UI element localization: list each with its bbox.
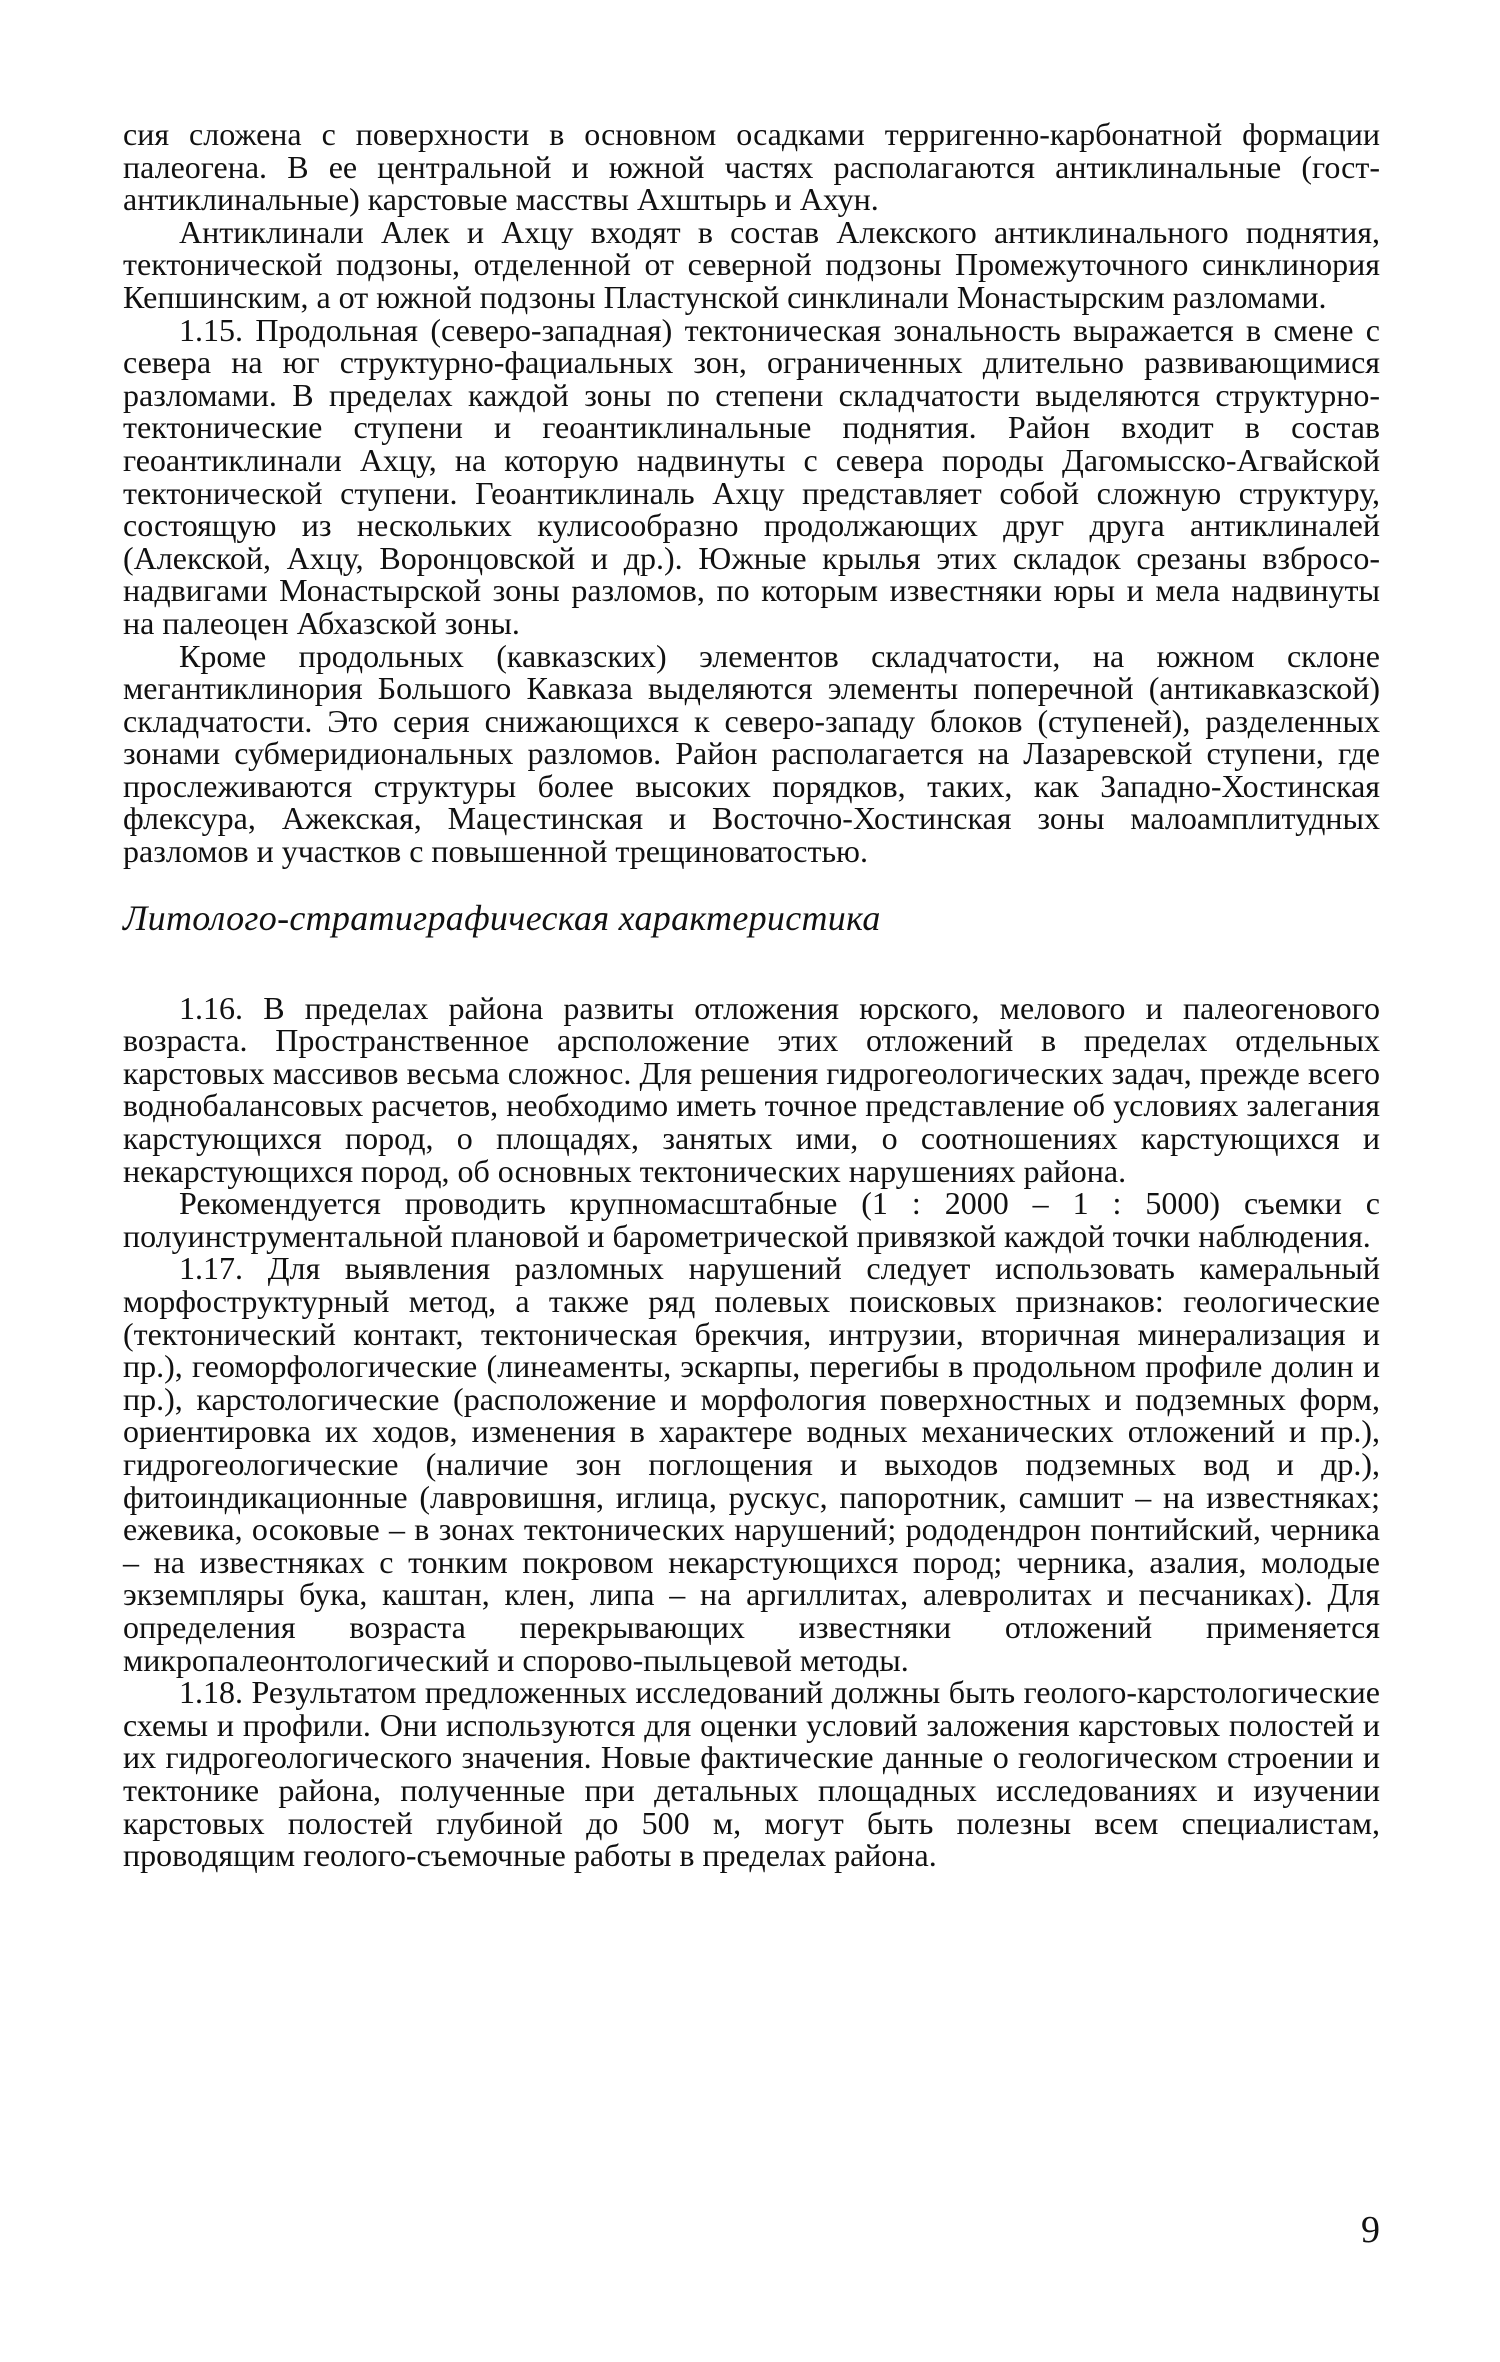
document-page bbox=[123, 118, 1380, 1872]
section-heading: Литолого-стратиграфическая характеристика bbox=[123, 897, 881, 938]
paragraph-survey-recommendation: Рекомендуется проводить крупномасштабные (1 : 2000 – 1 : 5000) съемки с полуинструментальной плановой и барометрической привязкой каждой точки наблюдения. bbox=[123, 1185, 1380, 1254]
paragraph-anticlines: Антиклинали Алек и Ахцу входят в состав Алекского антиклинального поднятия, тектонической подзоны, отделенной от северной подзоны Промежуточного синклинория Кепшинским, а от южной подзоны Пластунской синклинали Монастырским разломами. bbox=[123, 213, 1380, 315]
page-number: 9 bbox=[1361, 2209, 1380, 2251]
paragraph-continuation: сия сложена с поверхности в основном осадками терригенно-карбонатной формации палеогена. В ее центральной и южной частях располагаются антиклинальные (гост-антиклинальные) карстовые масствы Ахштырь и Ахун. bbox=[123, 116, 1380, 218]
paragraph-1-18: 1.18. Результатом предложенных исследований должны быть геолого-карстологические схемы и профили. Они используются для оценки условий заложения карстовых полостей и их гидрогеологического значения. Новые фактические данные о геологическом строении и тектонике района, полученные при детальных площадных исследованиях и изучении карстовых полостей глубиной до 500 м, могут быть полезны всем специалистам, проводящим геолого-съемочные работы в пределах района. bbox=[123, 1674, 1380, 1874]
paragraph-transverse-folding: Кроме продольных (кавказских) элементов складчатости, на южном склоне мегантиклинория Большого Кавказа выделяются элементы поперечной (антикавказской) складчатости. Это серия снижающихся к северо-западу блоков (ступеней), разделенных зонами субмеридиональных разломов. Район располагается на Лазаревской ступени, где прослеживаются структуры более высоких порядков, таких, как Западно-Хостинская флексура, Ажекская, Мацестинская и Восточно-Хостинская зоны малоамплитудных разломов и участков с повышенной трещиноватостью. bbox=[123, 637, 1380, 870]
paragraph-1-16: 1.16. В пределах района развиты отложения юрского, мелового и палеогенового возраста. Пространственное арсположение этих отложений в пределах отдельных карстовых массивов весьма сложнос. Для решения гидрогеологических задач, прежде всего воднобалансовых расчетов, необходимо иметь точное представление об условиях залегания карстующихся пород, о площадях, занятых ими, о соотношениях карстующихся и некарстующихся пород, об основных тектонических нарушениях района. bbox=[123, 989, 1380, 1189]
paragraph-1-17: 1.17. Для выявления разломных нарушений следует использовать камеральный морфоструктурный метод, а также ряд полевых поисковых признаков: геологические (тектонический контакт, тектоническая брекчия, интрузии, вторичная минерализация и пр.), геоморфологические (линеаменты, эскарпы, перегибы в продольном профиле долин и пр.), карстологические (расположение и морфология поверхностных и подземных форм, ориентировка их ходов, изменения в характере водных механических отложений и пр.), гидрогеологические (наличие зон поглощения и выходов подземных вод и др.), фитоиндикационные (лавровишня, иглица, рускус, папоротник, самшит – на известняках; ежевика, осоковые – в зонах тектонических нарушений; рододендрон понтийский, черника – на известняках с тонким покровом некарстующихся пород; черника, азалия, молодые экземпляры бука, каштан, клен, липа – на аргиллитах, алевролитах и песчаниках). Для определения возраста перекрывающих известняки отложений применяется микропалеонтологический и спорово-пыльцевой методы. bbox=[123, 1250, 1380, 1678]
paragraph-1-15: 1.15. Продольная (северо-западная) тектоническая зональность выражается в смене с севера на юг структурно-фациальных зон, ограниченных длительно развивающимися разломами. В пределах каждой зоны по степени складчатости выделяются структурно-тектонические ступени и геоантиклинальные поднятия. Район входит в состав геоантиклинали Ахцу, на которую надвинуты с севера породы Дагомысско-Агвайской тектонической ступени. Геоантиклиналь Ахцу представляет собой сложную структуру, состоящую из нескольких кулисообразно продолжающих друг друга антиклиналей (Алекской, Ахцу, Воронцовской и др.). Южные крылья этих складок срезаны взбросо-надвигами Монастырской зоны разломов, по которым известняки юры и мела надвинуты на палеоцен Абхазской зоны. bbox=[123, 311, 1380, 641]
